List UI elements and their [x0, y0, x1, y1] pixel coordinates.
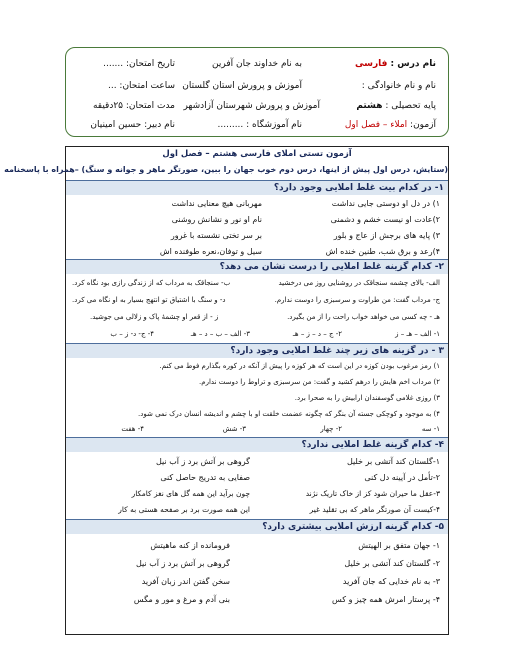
option-line: نام او نور و نشانش روشنی [171, 215, 262, 224]
option-line: ۴- پرستار امرش همه چیز و کس [332, 595, 440, 604]
student-name-label: نام و نام خانوادگی : [361, 81, 436, 91]
option-line: ۳- به نام خدایی که جان آفرید [342, 577, 440, 586]
option-line: بر سر تختی نشسته با غرور [170, 231, 262, 240]
option-line: ۲) مرداب اخم هایش را درهم کشید و گفت: من سرسبزی و تراوط را دوست ندارم. [199, 378, 440, 386]
teacher-name: نام دبیر: حسین امینیان [90, 120, 175, 130]
option-line: سخن گفتن اندر زبان آفرید [141, 577, 230, 586]
exam-date: تاریخ امتحان: ....... [103, 59, 175, 69]
test-subtitle: (ستایش، درس اول پیش از اینها، درس دوم خوب جهان را ببین، صورتگر ماهر و جوانه و سنگ) –همراه با پاسخنامه [4, 165, 448, 174]
option-line: ب- سنجاقک به مرداب که از زندگی رازی بود نگاه کرد. [72, 279, 231, 287]
option-line: ج- مرداب گفت: من طراوت و سرسبزی را دوست ندارم. [274, 296, 440, 304]
option-line: ۲-تأمل در آیینه دل کنی [364, 473, 440, 482]
grade-label: پایه تحصیلی : هشتم [356, 101, 436, 111]
option-line: گروهی بر آتش برد ز آب نیل [155, 457, 250, 466]
option-line: الف- بالای چشمه سنجاقک در روشنایی روز می درخشید [278, 279, 440, 287]
question-title: ۵- کدام گزینه ارزش املایی بیشتری دارد؟ [66, 520, 448, 534]
option-line: چون برآید این همه گل های نغز کامکار [131, 489, 250, 498]
option-line: ۴)رعد و برق شب، طنین خنده اش [325, 247, 440, 256]
answer-choice: ۳- الف – ب – د – هـ [190, 330, 250, 338]
exam-value: املاء – فصل اول [344, 120, 408, 130]
exam-time: ساعت امتحان: ... [107, 81, 175, 91]
option-line: صفایی به تدریج حاصل کنی [160, 473, 250, 482]
option-line: ۳) روزی غلامی گوسفندان ارابیش را به صحرا برد. [294, 394, 440, 402]
city-office: آموزش و پرورش شهرستان آزادشهر [183, 101, 320, 111]
test-title: آزمون تستی املای فارسی هشتم – فصل اول [162, 149, 352, 159]
school-name: نام آموزشگاه : ......... [217, 120, 302, 130]
province-office: آموزش و پرورش استان گلستان [182, 81, 302, 91]
answer-choice: ۱- الف – هـ – ز [395, 330, 440, 338]
option-line: ۲- گلستان کند آتشی بر خلیل [344, 559, 440, 568]
exam-label: آزمون: املاء – فصل اول [344, 120, 436, 130]
question-title: ۱- در کدام بیت غلط املایی وجود دارد؟ [66, 181, 448, 195]
option-line: د- و سنگ با اشتیاق تو انتهج بسیار به او نگاه می کرد. [72, 296, 226, 304]
question-4 [66, 437, 448, 520]
option-line: هـ - چه کسی می خواهد خواب راحت را از من بگیرد. [287, 313, 440, 321]
option-line: ۱) در دل او دوستی جایی نداشت [331, 199, 440, 208]
exam-duration: مدت امتحان: ۲۵دقیقه [92, 101, 175, 111]
answer-choice: ۱- سه [421, 425, 440, 433]
answer-choice: ۳- شش [222, 425, 246, 433]
bismillah: به نام خداوند جان آفرین [212, 59, 302, 69]
option-line: ۳) پایه های برجش از عاج و بلور [333, 231, 440, 240]
exam-header [65, 47, 449, 137]
test-box [4, 146, 449, 635]
question-title: ۳ - در گزینه های زیر چند غلط املایی وجود دارد؟ [66, 344, 448, 358]
option-line: ۴-کیست آن صورتگر ماهر که بی تقلید غیر [309, 505, 440, 514]
question-1 [66, 180, 448, 260]
option-line: این همه صورت برد بر صفحه هستی به کار [118, 505, 250, 514]
subject-label: نام درس : فارسی [354, 59, 436, 69]
option-line: ۱-گلستان کند آتشی بر خلیل [346, 457, 440, 466]
option-line: ز - از قعر او چشمهٔ پاک و زلالی می جوشید. [90, 313, 219, 321]
option-line: ۲)عادت او نیست خشم و دشمنی [330, 215, 440, 224]
option-line: ۳-عقل ما حیران شود کز از خاک تاریک نژند [305, 489, 440, 498]
option-line: ۱- جهان متفق بر الهیتش [358, 541, 440, 550]
answer-choice: ۲- چهار [320, 425, 342, 433]
grade-value: هشتم [356, 101, 383, 111]
option-line: بنی آدم و مرغ و مور و مگس [133, 595, 230, 604]
option-line: فرومانده از کنه ماهیتش [150, 541, 230, 550]
question-5 [66, 519, 448, 634]
option-line: مهربانی هیچ معنایی نداشت [171, 199, 262, 208]
answer-choice: ۴- ج- د- ز – ب [110, 330, 154, 338]
question-title: ۲- کدام گزینه غلط املایی را درست نشان می دهد؟ [66, 260, 448, 274]
question-3 [66, 343, 448, 438]
answer-choice: ۲- ج – د – ز – هـ [292, 330, 342, 338]
question-title: ۴- کدام گزینه غلط املایی ندارد؟ [66, 438, 448, 452]
option-line: ۱) رمز مرغوب بودن کوزه در این است که هر کوزه را پیش از آنکه در کوره بگذارم فوط می کنم. [159, 362, 440, 370]
subject-value: فارسی [354, 59, 388, 69]
answer-choice: ۴- هفت [121, 425, 144, 433]
option-line: ۴) به موجود و کوچکی جسته آن بنگر که چگونه عضمت خلقت او با چشم و اندیشه انسان درک نمی شود. [138, 410, 440, 418]
option-line: سیل و توفان،نعره طوفنده اش [159, 247, 262, 256]
question-2 [66, 259, 448, 344]
option-line: گروهی بر آتش برد ز آب نیل [135, 559, 230, 568]
